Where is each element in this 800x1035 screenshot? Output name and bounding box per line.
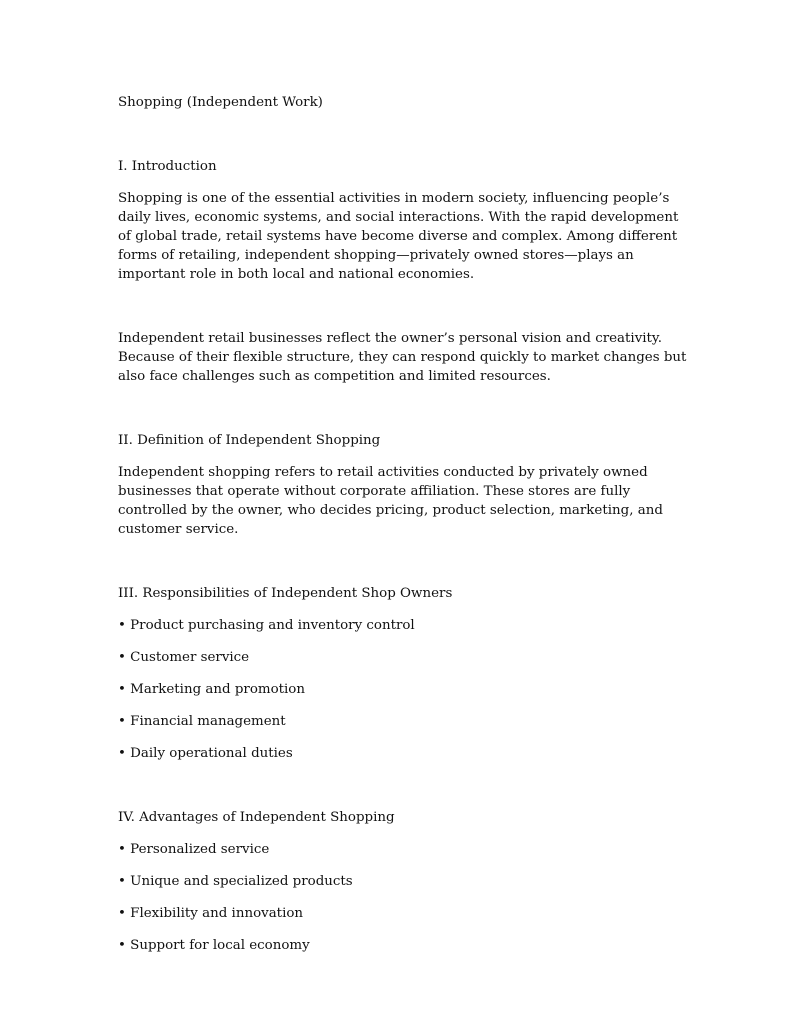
list-item: • Product purchasing and inventory control: [118, 618, 415, 633]
document-title: Shopping (Independent Work): [118, 95, 323, 110]
list-item: • Personalized service: [118, 842, 270, 857]
list-item: • Customer service: [118, 650, 250, 665]
list-item: • Financial management: [118, 714, 286, 729]
list-item: • Marketing and promotion: [118, 682, 305, 697]
list-item: • Daily operational duties: [118, 746, 293, 761]
list-item: • Support for local economy: [118, 938, 310, 953]
introduction-paragraph-2: Independent retail businesses reflect the owner’s personal vision and creativity. Because of their flexible structure, they can respond quickly to market changes but also face challenges such as competition and limited resources.: [118, 331, 687, 384]
definition-paragraph: Independent shopping refers to retail activities conducted by privately owned businesses that operate without corporate affiliation. These stores are fully controlled by the owner, who decides pricing, product selection, marketing, and customer service.: [118, 465, 663, 537]
section-heading-responsibilities: III. Responsibilities of Independent Shop Owners: [118, 586, 453, 601]
list-item: • Flexibility and innovation: [118, 906, 304, 921]
list-item: • Unique and specialized products: [118, 874, 353, 889]
section-heading-introduction: I. Introduction: [118, 159, 217, 174]
section-heading-definition: II. Definition of Independent Shopping: [118, 433, 381, 448]
introduction-paragraph-1: Shopping is one of the essential activities in modern society, influencing people’s daily lives, economic systems, and social interactions. With the rapid development of global trade, retail systems have become diverse and complex. Among different forms of retailing, independent shopping—privately owned stores—plays an important role in both local and national economies.: [118, 191, 679, 282]
document-page: [118, 93, 690, 968]
section-heading-advantages: IV. Advantages of Independent Shopping: [118, 810, 395, 825]
